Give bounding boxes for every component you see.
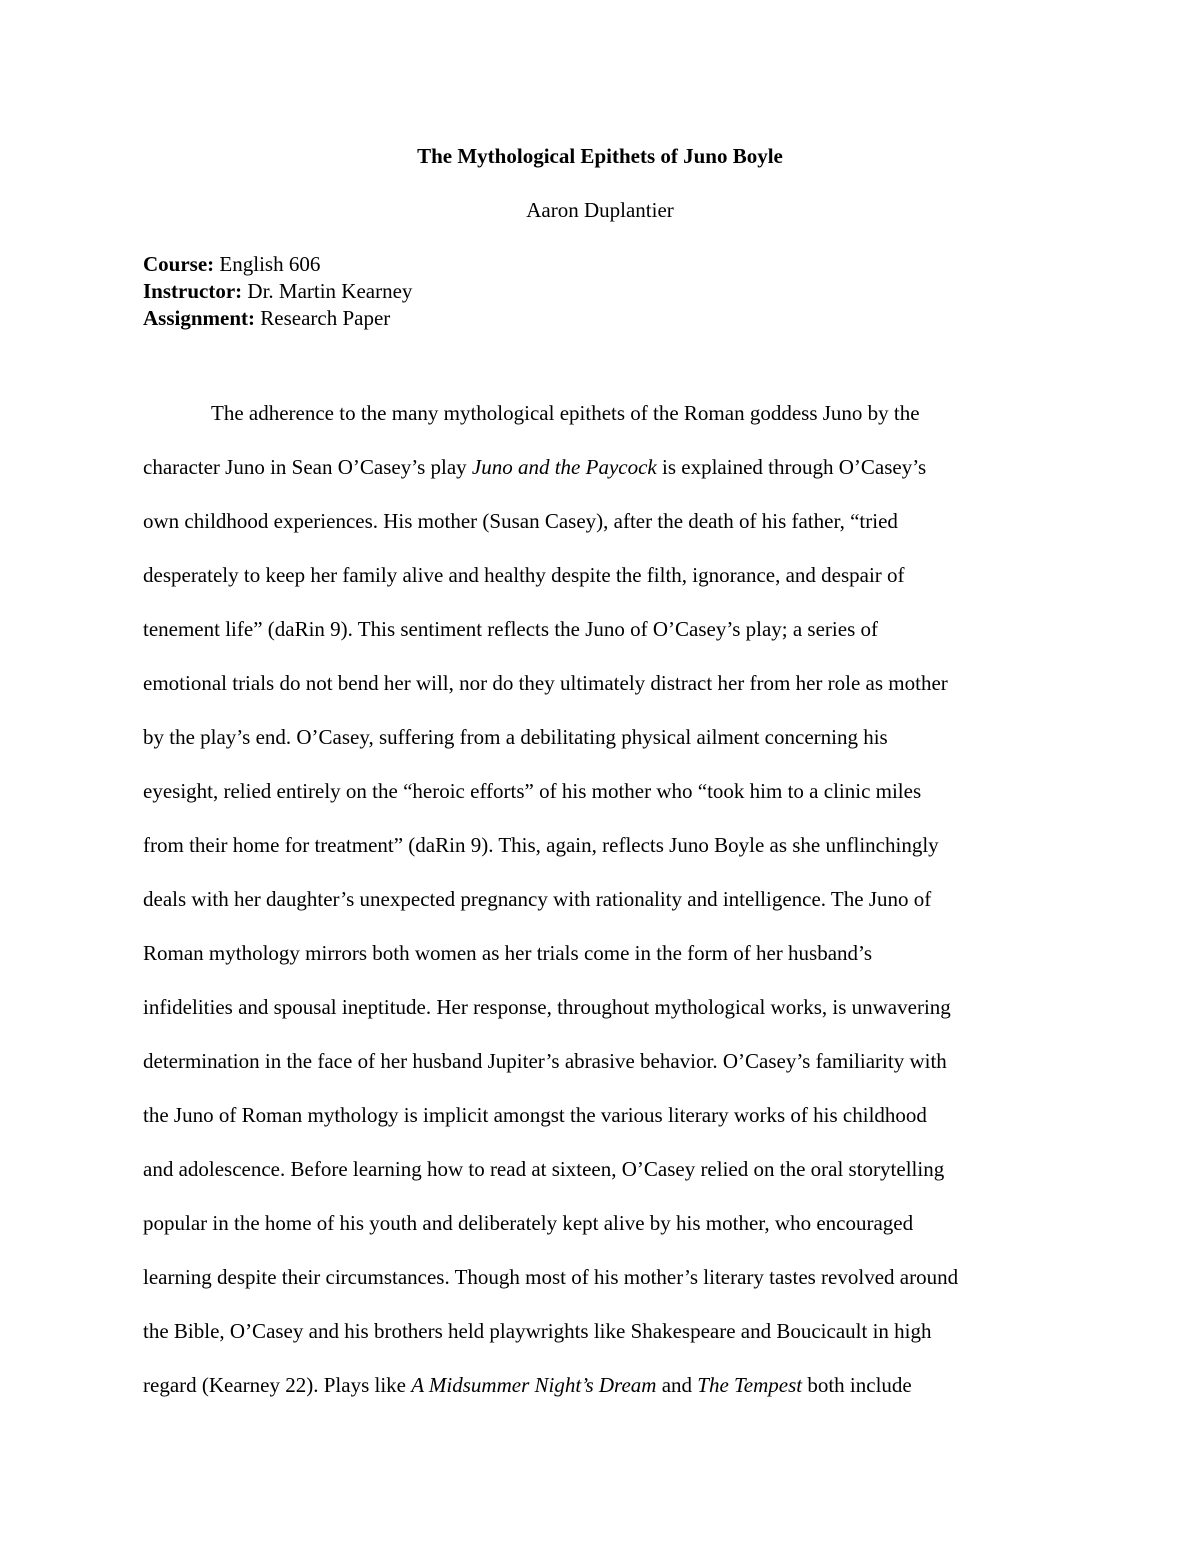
text-line bbox=[143, 440, 1083, 494]
text-line: Roman mythology mirrors both women as her trials come in the form of her husband’s bbox=[143, 941, 873, 965]
course-label: Course: bbox=[143, 252, 215, 276]
text-line: own childhood experiences. His mother (Susan Casey), after the death of his father, “tried bbox=[143, 509, 898, 533]
text-line: by the play’s end. O’Casey, suffering from a debilitating physical ailment concerning his bbox=[143, 725, 888, 749]
course-line bbox=[143, 251, 1043, 278]
text-line: the Juno of Roman mythology is implicit amongst the various literary works of his childhood bbox=[143, 1103, 927, 1127]
text-line: eyesight, relied entirely on the “heroic efforts” of his mother who “took him to a clinic miles bbox=[143, 779, 922, 803]
author-name: Aaron Duplantier bbox=[526, 198, 674, 222]
assignment-label: Assignment: bbox=[143, 306, 256, 330]
instructor-label: Instructor: bbox=[143, 279, 243, 303]
text-line: determination in the face of her husband Jupiter’s abrasive behavior. O’Casey’s familiarity with bbox=[143, 1049, 947, 1073]
paper-metadata bbox=[143, 251, 1043, 332]
assignment-value: Research Paper bbox=[260, 306, 391, 330]
text-span: regard (Kearney 22). Plays like bbox=[143, 1373, 412, 1397]
text-line: deals with her daughter’s unexpected pregnancy with rationality and intelligence. The Juno of bbox=[143, 887, 932, 911]
course-value: English 606 bbox=[219, 252, 321, 276]
play-title: The Tempest bbox=[697, 1373, 803, 1397]
text-line: The adherence to the many mythological epithets of the Roman goddess Juno by the bbox=[211, 401, 920, 425]
text-line: tenement life” (daRin 9). This sentiment reflects the Juno of O’Casey’s play; a series of bbox=[143, 617, 878, 641]
text-line: learning despite their circumstances. Though most of his mother’s literary tastes revolved around bbox=[143, 1265, 959, 1289]
text-line: from their home for treatment” (daRin 9). This, again, reflects Juno Boyle as she unflinchingly bbox=[143, 833, 939, 857]
text-span: character Juno in Sean O’Casey’s play bbox=[143, 455, 472, 479]
text-line bbox=[143, 1358, 1083, 1412]
text-line: infidelities and spousal ineptitude. Her response, throughout mythological works, is unwavering bbox=[143, 995, 951, 1019]
play-title: A Midsummer Night’s Dream bbox=[411, 1373, 657, 1397]
text-span: and bbox=[656, 1373, 698, 1397]
play-title: Juno and the Paycock bbox=[471, 455, 657, 479]
instructor-line bbox=[143, 278, 1043, 305]
text-span: is explained through O’Casey’s bbox=[656, 455, 927, 479]
text-line: and adolescence. Before learning how to read at sixteen, O’Casey relied on the oral storytelling bbox=[143, 1157, 945, 1181]
text-line: the Bible, O’Casey and his brothers held playwrights like Shakespeare and Boucicault in high bbox=[143, 1319, 932, 1343]
instructor-value: Dr. Martin Kearney bbox=[247, 279, 413, 303]
text-line: popular in the home of his youth and deliberately kept alive by his mother, who encouraged bbox=[143, 1211, 914, 1235]
text-line: desperately to keep her family alive and healthy despite the filth, ignorance, and despair of bbox=[143, 563, 905, 587]
body-paragraph bbox=[143, 386, 1083, 1412]
text-line: emotional trials do not bend her will, nor do they ultimately distract her from her role as mother bbox=[143, 671, 948, 695]
assignment-line bbox=[143, 305, 1043, 332]
paper-title: The Mythological Epithets of Juno Boyle bbox=[417, 144, 783, 168]
text-span: both include bbox=[802, 1373, 912, 1397]
